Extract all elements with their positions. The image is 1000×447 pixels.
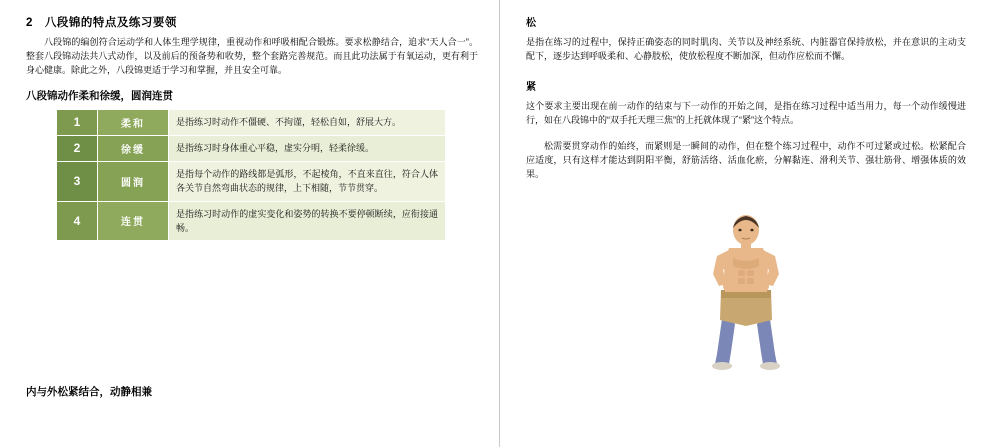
row-name: 圆润 (98, 161, 169, 201)
table-row (57, 135, 446, 161)
intro-paragraph: 八段锦的编创符合运动学和人体生理学规律，重视动作和呼吸相配合锻炼。要求松静结合，追求“天人合一”。整套八段锦动法共八式动作，以及前后的预备势和收势，整个套路完善规范。而且此功法属于有氧运动，更有利于身心健康。除此之外，八段锦更适于学习和掌握，并且安全可靠。 (26, 37, 478, 75)
right-column (500, 0, 1000, 447)
table-row (57, 201, 446, 241)
row-description: 是指每个动作的路线都是弧形，不起棱角，不直来直往，符合人体各关节自然弯曲状态的规律，上下相随，节节贯穿。 (169, 161, 446, 201)
closing-paragraph: 松需要贯穿动作的始终，而紧则是一瞬间的动作，但在整个练习过程中，动作不可过紧或过松。松紧配合应适度，只有这样才能达到阴阳平衡，舒筋活络、活血化瘀，分解黏连、滑利关节、强壮筋骨、增强体质的效果。 (526, 140, 966, 179)
block-heading-song: 松 (526, 18, 536, 29)
figure-container (526, 204, 966, 374)
row-index: 3 (57, 161, 98, 201)
row-name: 柔和 (98, 109, 169, 135)
row-name: 徐缓 (98, 135, 169, 161)
features-table (56, 109, 446, 242)
section-heading (26, 14, 478, 30)
row-index: 4 (57, 201, 98, 241)
table-row (57, 109, 446, 135)
block-text-song: 是指在练习的过程中，保持正确姿态的同时肌肉、关节以及神经系统、内脏器官保持放松，并在意识的主动支配下，逐步达到呼吸柔和、心静肢松，使放松程度不断加深，但动作应松而不懈。 (526, 37, 966, 61)
block-heading-jin: 紧 (526, 81, 536, 93)
section-title: 八段锦的特点及练习要领 (44, 17, 177, 29)
row-index: 2 (57, 135, 98, 161)
row-description: 是指练习时身体重心平稳，虚实分明，轻柔徐缓。 (169, 135, 446, 161)
baduanjin-stance-illustration (671, 204, 821, 374)
row-description: 是指练习时动作不僵硬、不拘谨，轻松自如，舒展大方。 (169, 109, 446, 135)
table-row (57, 161, 446, 201)
bottom-heading: 内与外松紧结合，动静相兼 (26, 386, 152, 398)
table-title: 八段锦动作柔和徐缓，圆润连贯 (26, 89, 173, 102)
section-number: 2 (26, 17, 33, 29)
row-description: 是指练习时动作的虚实变化和姿势的转换不要停顿断续，应衔接通畅。 (169, 201, 446, 241)
block-text-jin: 这个要求主要出现在前一动作的结束与下一动作的开始之间，是指在练习过程中适当用力，每一个动作缓慢进行，如在八段锦中的“双手托天理三焦”的上托就体现了“紧”这个特点。 (526, 100, 966, 125)
row-index: 1 (57, 109, 98, 135)
row-name: 连贯 (98, 201, 169, 241)
